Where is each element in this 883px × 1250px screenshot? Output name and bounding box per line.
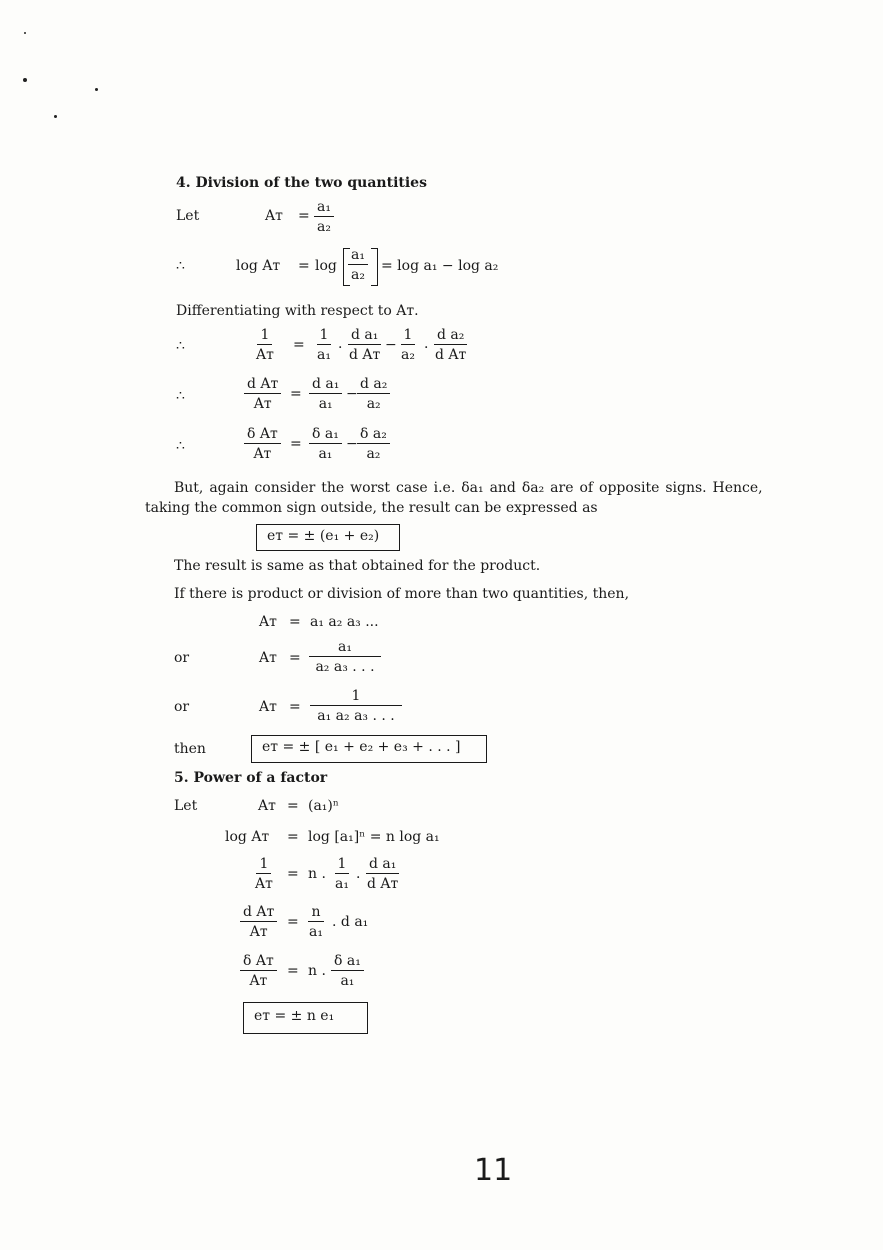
scan-speck — [54, 115, 57, 118]
fraction-delta-at-over-at — [244, 427, 281, 461]
math-equals: = — [293, 337, 305, 353]
fraction-dat-over-at — [240, 905, 277, 939]
numerator: 1 — [256, 857, 271, 874]
numerator: 1 — [401, 328, 416, 345]
math-n-dot: n . — [308, 963, 326, 979]
fraction-1-over-a2 — [398, 328, 418, 362]
math-equals: = — [287, 914, 299, 930]
paragraph-text: Differentiating with respect to Aᴛ. — [176, 303, 419, 319]
math-at: Aᴛ — [265, 208, 283, 224]
denominator: a₁ — [340, 973, 355, 989]
paragraph-text: The result is same as that obtained for the product. — [174, 558, 541, 574]
therefore-symbol: ∴ — [176, 258, 185, 274]
boxed-general-result — [251, 735, 487, 763]
math-equals: = — [287, 963, 299, 979]
denominator: a₁ a₂ a₃ . . . — [317, 708, 395, 724]
fraction-dat-over-at — [244, 377, 281, 411]
or-label: or — [174, 699, 190, 715]
numerator: d a₁ — [366, 857, 399, 874]
math-at: Aᴛ — [258, 798, 276, 814]
math-dot: · — [338, 340, 343, 356]
fraction-delta-a1-over-a1 — [309, 427, 342, 461]
numerator: a₁ — [309, 640, 381, 657]
math-product: a₁ a₂ a₃ ... — [310, 614, 379, 630]
denominator: a₂ — [317, 219, 331, 235]
denominator: a₁ — [317, 347, 331, 363]
boxed-result — [256, 524, 400, 551]
math-dot: · — [424, 340, 429, 356]
math-log: log — [315, 258, 337, 274]
therefore-symbol: ∴ — [176, 438, 185, 454]
fraction-da1-over-a1 — [309, 377, 342, 411]
denominator: Aᴛ — [256, 347, 274, 363]
denominator: Aᴛ — [249, 924, 268, 940]
paragraph-text: If there is product or division of more than two quantities, then, — [174, 586, 630, 602]
math-n-dot: n . — [308, 866, 326, 882]
then-label: then — [174, 741, 206, 757]
denominator: Aᴛ — [255, 876, 273, 892]
scan-speck — [95, 88, 98, 91]
math-log-difference: = log a₁ − log a₂ — [381, 258, 499, 274]
fraction-1-over-at — [253, 328, 277, 362]
fraction-1-over-a1 — [332, 857, 352, 891]
denominator: d Aᴛ — [349, 347, 381, 363]
math-minus: − — [346, 386, 358, 402]
denominator: Aᴛ — [253, 446, 272, 462]
denominator: a₂ a₃ . . . — [315, 659, 375, 675]
paragraph-text: But, again consider the worst case i.e. δa₁ and δa₂ are of opposite signs. Hence, — [174, 480, 763, 496]
fraction-a1-over-a2 — [314, 200, 334, 234]
math-at: Aᴛ — [259, 699, 277, 715]
numerator: d a₂ — [434, 328, 467, 345]
numerator: d Aᴛ — [244, 377, 281, 394]
math-log-at: log Aᴛ — [236, 258, 281, 274]
math-log-at: log Aᴛ — [225, 829, 270, 845]
boxed-power-result — [243, 1002, 368, 1034]
denominator: a₁ — [318, 446, 333, 462]
math-dot: · — [356, 870, 361, 886]
fraction-1-over-a1a2a3 — [310, 689, 402, 723]
numerator: δ Aᴛ — [244, 427, 281, 444]
denominator: d Aᴛ — [367, 876, 399, 892]
math-equals: = — [298, 208, 310, 224]
denominator: a₁ — [318, 396, 333, 412]
numerator: δ a₁ — [309, 427, 342, 444]
fraction-da2-over-dat — [432, 328, 469, 362]
bracket-right — [371, 248, 378, 286]
math-equals: = — [290, 436, 302, 452]
section-heading: 5. Power of a factor — [174, 770, 328, 786]
page-number: 11 — [474, 1153, 513, 1188]
math-at: Aᴛ — [259, 614, 277, 630]
scan-speck — [23, 78, 27, 82]
fraction-1-over-at — [252, 857, 276, 891]
denominator: d Aᴛ — [435, 347, 467, 363]
denominator: a₁ — [309, 924, 323, 940]
math-minus: − — [385, 337, 397, 353]
paragraph-text: taking the common sign outside, the result can be expressed as — [145, 500, 598, 516]
math-equals: = — [287, 866, 299, 882]
fraction-a1-over-a2-bracketed — [348, 248, 368, 282]
math-log-power: log [a₁]ⁿ = n log a₁ — [308, 829, 440, 845]
fraction-delta-a2-over-a2 — [357, 427, 390, 461]
denominator: a₂ — [401, 347, 415, 363]
numerator: 1 — [310, 689, 402, 706]
numerator: δ Aᴛ — [240, 954, 277, 971]
boxed-result-text: eᴛ = ± (e₁ + e₂) — [267, 528, 380, 544]
denominator: a₁ — [335, 876, 349, 892]
therefore-symbol: ∴ — [176, 388, 185, 404]
let-label: Let — [174, 798, 198, 814]
fraction-da1-over-dat — [346, 328, 383, 362]
numerator: d a₁ — [309, 377, 342, 394]
math-equals: = — [298, 258, 310, 274]
denominator: a₂ — [351, 267, 365, 283]
math-minus: − — [346, 436, 358, 452]
numerator: 1 — [335, 857, 350, 874]
let-label: Let — [176, 208, 200, 224]
numerator: d Aᴛ — [240, 905, 277, 922]
math-equals: = — [287, 829, 299, 845]
numerator: n — [308, 905, 323, 922]
denominator: a₂ — [366, 396, 381, 412]
math-at: Aᴛ — [259, 650, 277, 666]
boxed-power-text: eᴛ = ± n e₁ — [254, 1008, 335, 1024]
numerator: 1 — [317, 328, 332, 345]
denominator: Aᴛ — [253, 396, 272, 412]
math-equals: = — [289, 699, 301, 715]
fraction-delta-at-over-at — [240, 954, 277, 988]
numerator: d a₁ — [348, 328, 381, 345]
fraction-delta-a1-over-a1 — [331, 954, 364, 988]
therefore-symbol: ∴ — [176, 338, 185, 354]
numerator: a₁ — [348, 248, 368, 265]
or-label: or — [174, 650, 190, 666]
section-heading: 4. Division of the two quantities — [176, 175, 427, 191]
scan-speck — [24, 32, 26, 34]
math-equals: = — [289, 650, 301, 666]
numerator: δ a₁ — [331, 954, 364, 971]
fraction-da1-over-dat — [364, 857, 401, 891]
math-power: (a₁)ⁿ — [308, 798, 339, 814]
denominator: Aᴛ — [249, 973, 268, 989]
fraction-n-over-a1 — [306, 905, 326, 939]
math-d-a1: . d a₁ — [332, 914, 369, 930]
numerator: 1 — [257, 328, 272, 345]
boxed-general-text: eᴛ = ± [ e₁ + e₂ + e₃ + . . . ] — [262, 739, 461, 755]
math-equals: = — [289, 614, 301, 630]
fraction-a1-over-a2a3 — [309, 640, 381, 674]
numerator: a₁ — [314, 200, 334, 217]
numerator: d a₂ — [357, 377, 390, 394]
fraction-da2-over-a2 — [357, 377, 390, 411]
fraction-1-over-a1 — [314, 328, 334, 362]
math-equals: = — [287, 798, 299, 814]
numerator: δ a₂ — [357, 427, 390, 444]
math-equals: = — [290, 386, 302, 402]
denominator: a₂ — [366, 446, 381, 462]
